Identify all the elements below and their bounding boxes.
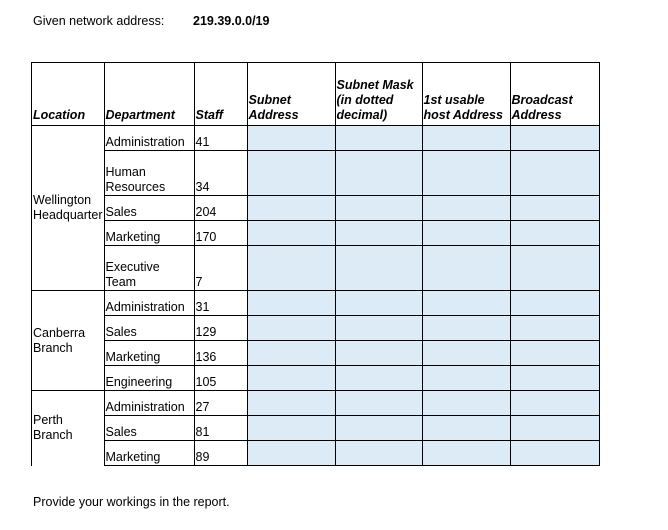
subnet-mask-input[interactable]: [335, 316, 422, 341]
first-host-input[interactable]: [422, 196, 510, 221]
broadcast-input[interactable]: [510, 126, 599, 151]
staff-cell: 170: [194, 221, 247, 246]
broadcast-input[interactable]: [510, 391, 599, 416]
first-host-input[interactable]: [422, 291, 510, 316]
subnet-address-input[interactable]: [247, 341, 335, 366]
staff-cell: 31: [194, 291, 247, 316]
staff-cell: 136: [194, 341, 247, 366]
first-host-input[interactable]: [422, 391, 510, 416]
subnet-address-input[interactable]: [247, 126, 335, 151]
broadcast-input[interactable]: [510, 291, 599, 316]
subnet-mask-input[interactable]: [335, 416, 422, 441]
first-host-input[interactable]: [422, 221, 510, 246]
subnet-mask-input[interactable]: [335, 221, 422, 246]
broadcast-input[interactable]: [510, 366, 599, 391]
staff-cell: 204: [194, 196, 247, 221]
subnet-address-input[interactable]: [247, 291, 335, 316]
header-row: [32, 63, 600, 126]
table-row: [32, 291, 600, 316]
broadcast-input[interactable]: [510, 221, 599, 246]
col-header-broadcast: Broadcast Address: [510, 63, 599, 126]
department-cell: Administration: [104, 391, 194, 416]
col-header-subnet-mask: Subnet Mask (in dotted decimal): [335, 63, 422, 126]
table-row: [32, 316, 600, 341]
table-row: [32, 416, 600, 441]
broadcast-input[interactable]: [510, 316, 599, 341]
first-host-input[interactable]: [422, 151, 510, 196]
subnet-table: [31, 62, 600, 466]
department-cell: Marketing: [104, 341, 194, 366]
col-header-subnet-address: Subnet Address: [247, 63, 335, 126]
table-row: [32, 246, 600, 291]
first-host-input[interactable]: [422, 316, 510, 341]
table-row: [32, 366, 600, 391]
location-cell: Canberra Branch: [32, 291, 105, 391]
staff-cell: 7: [194, 246, 247, 291]
location-cell: Wellington Headquarter: [32, 126, 105, 291]
first-host-input[interactable]: [422, 341, 510, 366]
subnet-address-input[interactable]: [247, 151, 335, 196]
staff-cell: 105: [194, 366, 247, 391]
broadcast-input[interactable]: [510, 441, 599, 466]
network-address-value: 219.39.0.0/19: [193, 14, 270, 28]
subnet-address-input[interactable]: [247, 416, 335, 441]
first-host-input[interactable]: [422, 441, 510, 466]
broadcast-input[interactable]: [510, 416, 599, 441]
subnet-mask-input[interactable]: [335, 151, 422, 196]
subnet-mask-input[interactable]: [335, 366, 422, 391]
table-row: [32, 196, 600, 221]
first-host-input[interactable]: [422, 246, 510, 291]
location-cell: Perth Branch: [32, 391, 105, 466]
table-row: [32, 126, 600, 151]
staff-cell: 34: [194, 151, 247, 196]
department-cell: Administration: [104, 126, 194, 151]
table-row: [32, 391, 600, 416]
subnet-mask-input[interactable]: [335, 291, 422, 316]
subnet-mask-input[interactable]: [335, 126, 422, 151]
table-row: [32, 341, 600, 366]
table-row: [32, 151, 600, 196]
col-header-staff: Staff: [194, 63, 247, 126]
subnet-address-input[interactable]: [247, 246, 335, 291]
col-header-location: Location: [32, 63, 105, 126]
col-header-department: Department: [104, 63, 194, 126]
broadcast-input[interactable]: [510, 341, 599, 366]
staff-cell: 41: [194, 126, 247, 151]
department-cell: Sales: [104, 196, 194, 221]
department-cell: Sales: [104, 316, 194, 341]
col-header-first-host: 1st usable host Address: [422, 63, 510, 126]
department-cell: Human Resources: [104, 151, 194, 196]
table-row: [32, 221, 600, 246]
subnet-mask-input[interactable]: [335, 341, 422, 366]
staff-cell: 81: [194, 416, 247, 441]
subnet-address-input[interactable]: [247, 221, 335, 246]
staff-cell: 129: [194, 316, 247, 341]
staff-cell: 27: [194, 391, 247, 416]
first-host-input[interactable]: [422, 416, 510, 441]
broadcast-input[interactable]: [510, 196, 599, 221]
network-address-line: [33, 14, 269, 28]
subnet-address-input[interactable]: [247, 316, 335, 341]
first-host-input[interactable]: [422, 366, 510, 391]
broadcast-input[interactable]: [510, 246, 599, 291]
department-cell: Sales: [104, 416, 194, 441]
subnet-address-input[interactable]: [247, 441, 335, 466]
department-cell: Administration: [104, 291, 194, 316]
subnet-mask-input[interactable]: [335, 246, 422, 291]
instructions-text: Provide your workings in the report.: [33, 495, 230, 509]
subnet-mask-input[interactable]: [335, 196, 422, 221]
subnet-mask-input[interactable]: [335, 441, 422, 466]
department-cell: Marketing: [104, 441, 194, 466]
department-cell: Engineering: [104, 366, 194, 391]
subnet-address-input[interactable]: [247, 196, 335, 221]
table-row: [32, 441, 600, 466]
subnet-address-input[interactable]: [247, 366, 335, 391]
first-host-input[interactable]: [422, 126, 510, 151]
department-cell: Marketing: [104, 221, 194, 246]
staff-cell: 89: [194, 441, 247, 466]
broadcast-input[interactable]: [510, 151, 599, 196]
subnet-address-input[interactable]: [247, 391, 335, 416]
subnet-mask-input[interactable]: [335, 391, 422, 416]
department-cell: Executive Team: [104, 246, 194, 291]
network-address-label: Given network address:: [33, 14, 165, 28]
